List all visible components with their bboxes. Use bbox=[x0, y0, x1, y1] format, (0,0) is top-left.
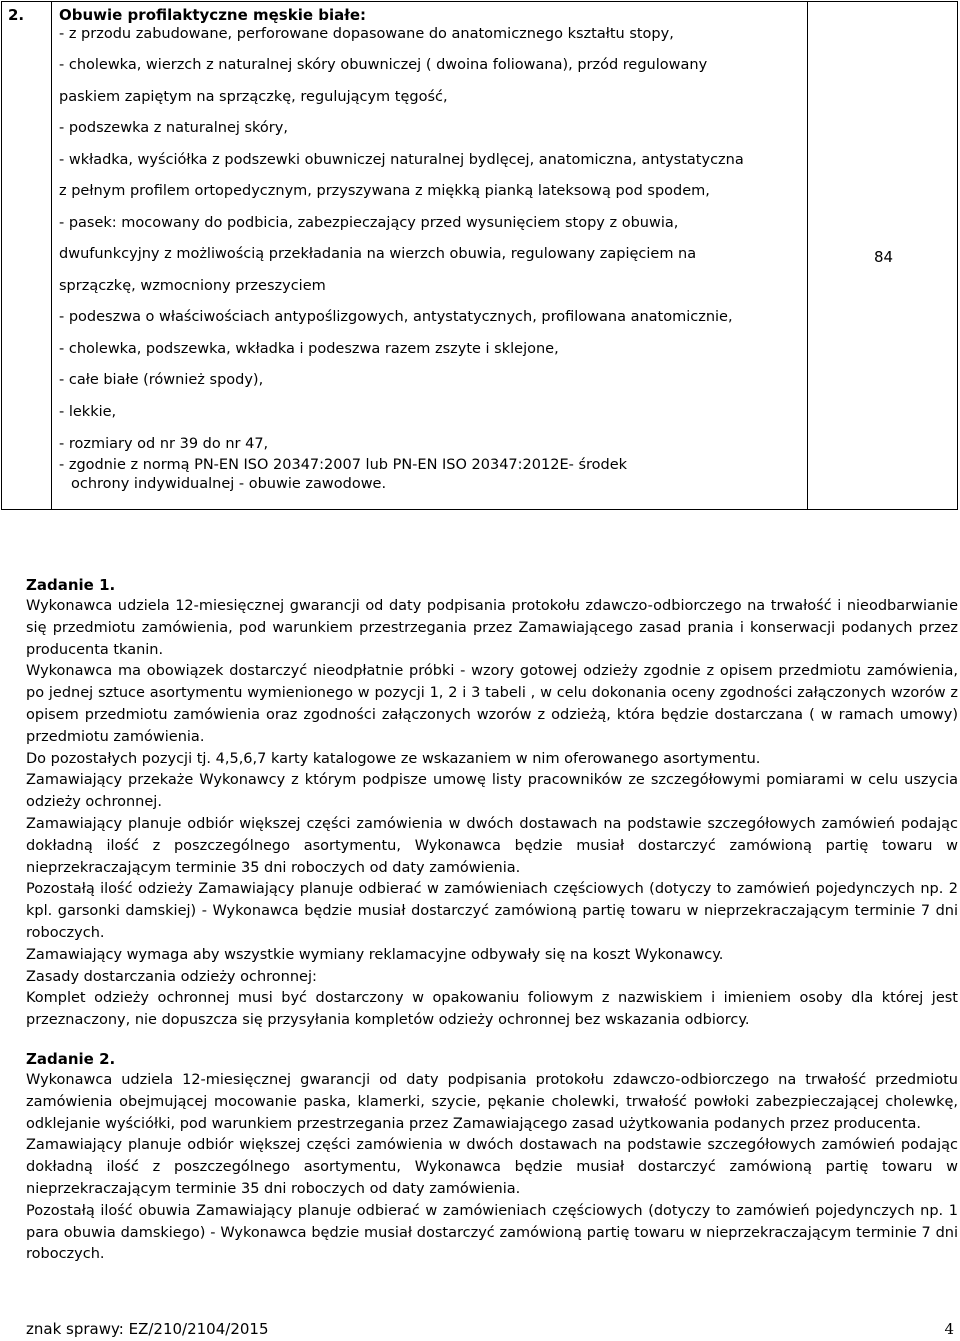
paragraph: Pozostałą ilość odzieży Zamawiający planuje odbierać w zamówieniach częściowych (dotyczy to zamówień pojedynczych np. 2 kpl. garsonki damskiej) - Wykonawca będzie musiał dostarczyć zamówioną partię towaru w nieprzekraczającym terminie 7 dni roboczych. bbox=[26, 881, 958, 941]
item-table bbox=[1, 1, 958, 510]
spec-line: - wkładka, wyściółka z podszewki obuwniczej naturalnej bydlęcej, anatomiczna, antystatyczna bbox=[59, 151, 744, 168]
page-number: 4 bbox=[944, 1320, 954, 1338]
spec-line: sprzączkę, wzmocniony przeszyciem bbox=[59, 277, 326, 294]
paragraph: Wykonawca udziela 12-miesięcznej gwarancji od daty podpisania protokołu zdawczo-odbiorczego na trwałość i nieodbarwianie się przedmiotu zamówienia, pod warunkiem przestrzegania przez Zamawiającego zasad prania i konserwacji podanych przez producenta tkanin. bbox=[26, 598, 958, 658]
section-heading: Zadanie 2. bbox=[26, 1050, 116, 1068]
spec-line: - podszewka z naturalnej skóry, bbox=[59, 120, 288, 136]
paragraph: Do pozostałych pozycji tj. 4,5,6,7 karty katalogowe ze wskazaniem w nim oferowanego asortymentu. bbox=[26, 750, 761, 767]
paragraph: Zamawiający przekaże Wykonawcy z którym podpisze umowę listy pracowników ze szczegółowymi pomiarami w celu uszycia odzieży ochronnej. bbox=[26, 772, 958, 811]
paragraph: Wykonawca ma obowiązek dostarczyć nieodpłatnie próbki - wzory gotowej odzieży zgodnie z opisem przedmiotu zamówienia, po jednej sztuce asortymentu wymienionego w pozycji 1, 2 i 3 tabeli , w celu dokonania oceny zgodności załączonych wzorów z opisem przedmiotu zamówienia oraz zgodności załączonych wzorów z odzieżą, która będzie dostarczana ( w ramach umowy) przedmiotu zamówienia. bbox=[26, 663, 958, 745]
section-heading: Zadanie 1. bbox=[26, 576, 116, 594]
section-zadanie-1 bbox=[26, 574, 958, 1032]
paragraph: Pozostałą ilość obuwia Zamawiający planuje odbierać w zamówieniach częściowych (dotyczy to zamówień pojedynczych np. 1 para obuwia damskiego) - Wykonawca będzie musiał dostarczyć zamówioną partię towaru w nieprzekraczającym terminie 7 dni roboczych. bbox=[26, 1202, 958, 1263]
item-description bbox=[59, 6, 801, 494]
spec-line: - cholewka, wierzch z naturalnej skóry obuwniczej ( dwoina foliowana), przód regulowany bbox=[59, 57, 708, 73]
paragraph: Wykonawca udziela 12-miesięcznej gwarancji od daty podpisania protokołu zdawczo-odbiorczego na trwałość przedmiotu zamówienia obejmującej mocowanie paska, klamerki, szycie, pękanie cholewki, trwałość powłoki zabezpieczającej cholewkę, odklejanie wyściółki, pod warunkiem przestrzegania przez Zamawiającego zasad użytkowania podanych przez producenta. bbox=[26, 1072, 958, 1132]
spec-line: ochrony indywidualnej - obuwie zawodowe. bbox=[71, 476, 387, 492]
column-divider bbox=[51, 2, 52, 509]
spec-line: dwufunkcyjny z możliwością przekładania na wierzch obuwia, regulowany zapięciem na bbox=[59, 246, 697, 262]
section-zadanie-2 bbox=[26, 1048, 958, 1266]
row-number: 2. bbox=[8, 6, 25, 24]
paragraph: Komplet odzieży ochronnej musi być dostarczony w opakowaniu foliowym z nazwiskiem i imieniem osoby dla której jest przeznaczony, nie dopuszcza się przysyłania kompletów odzieży ochronnej bez wskazania odbiorcy. bbox=[26, 990, 958, 1029]
spec-line: - całe białe (również spody), bbox=[59, 372, 264, 388]
paragraph: Zamawiający planuje odbiór większej części zamówienia w dwóch dostawach na podstawie szczegółowych zamówień podając dokładną ilość z poszczególnego asortymentu, Wykonawca będzie musiał dostarczyć zamówioną partię towaru w nieprzekraczającym terminie 35 dni roboczych od daty zamówienia. bbox=[26, 1137, 958, 1197]
spec-line: - rozmiary od nr 39 do nr 47, bbox=[59, 436, 269, 452]
spec-line: z pełnym profilem ortopedycznym, przyszywana z miękką pianką lateksową pod spodem, bbox=[59, 183, 710, 199]
spec-line: - podeszwa o właściwościach antypoślizgowych, antystatycznych, profilowana anatomicznie, bbox=[59, 309, 733, 325]
paragraph: Zamawiający wymaga aby wszystkie wymiany reklamacyjne odbywały się na koszt Wykonawcy. bbox=[26, 946, 724, 963]
column-divider bbox=[807, 2, 808, 509]
spec-line: - z przodu zabudowane, perforowane dopasowane do anatomicznego kształtu stopy, bbox=[59, 26, 674, 42]
item-title: Obuwie profilaktyczne męskie białe: bbox=[59, 6, 366, 24]
paragraph: Zasady dostarczania odzieży ochronnej: bbox=[26, 968, 317, 985]
paragraph: Zamawiający planuje odbiór większej części zamówienia w dwóch dostawach na podstawie szczegółowych zamówień podając dokładną ilość z poszczególnego asortymentu, Wykonawca będzie musiał dostarczyć zamówioną partię towaru w nieprzekraczającym terminie 35 dni roboczych od daty zamówienia. bbox=[26, 815, 958, 876]
item-quantity: 84 bbox=[873, 248, 894, 266]
case-reference: znak sprawy: EZ/210/2104/2015 bbox=[26, 1320, 269, 1338]
spec-line: - cholewka, podszewka, wkładka i podeszwa razem zszyte i sklejone, bbox=[59, 340, 559, 357]
spec-line: paskiem zapiętym na sprzączkę, regulującym tęgość, bbox=[59, 88, 448, 105]
spec-line: - pasek: mocowany do podbicia, zabezpieczający przed wysunięciem stopy z obuwia, bbox=[59, 214, 679, 231]
spec-line: - zgodnie z normą PN-EN ISO 20347:2007 lub PN-EN ISO 20347:2012E- środek bbox=[59, 457, 628, 473]
spec-line: - lekkie, bbox=[59, 403, 117, 420]
